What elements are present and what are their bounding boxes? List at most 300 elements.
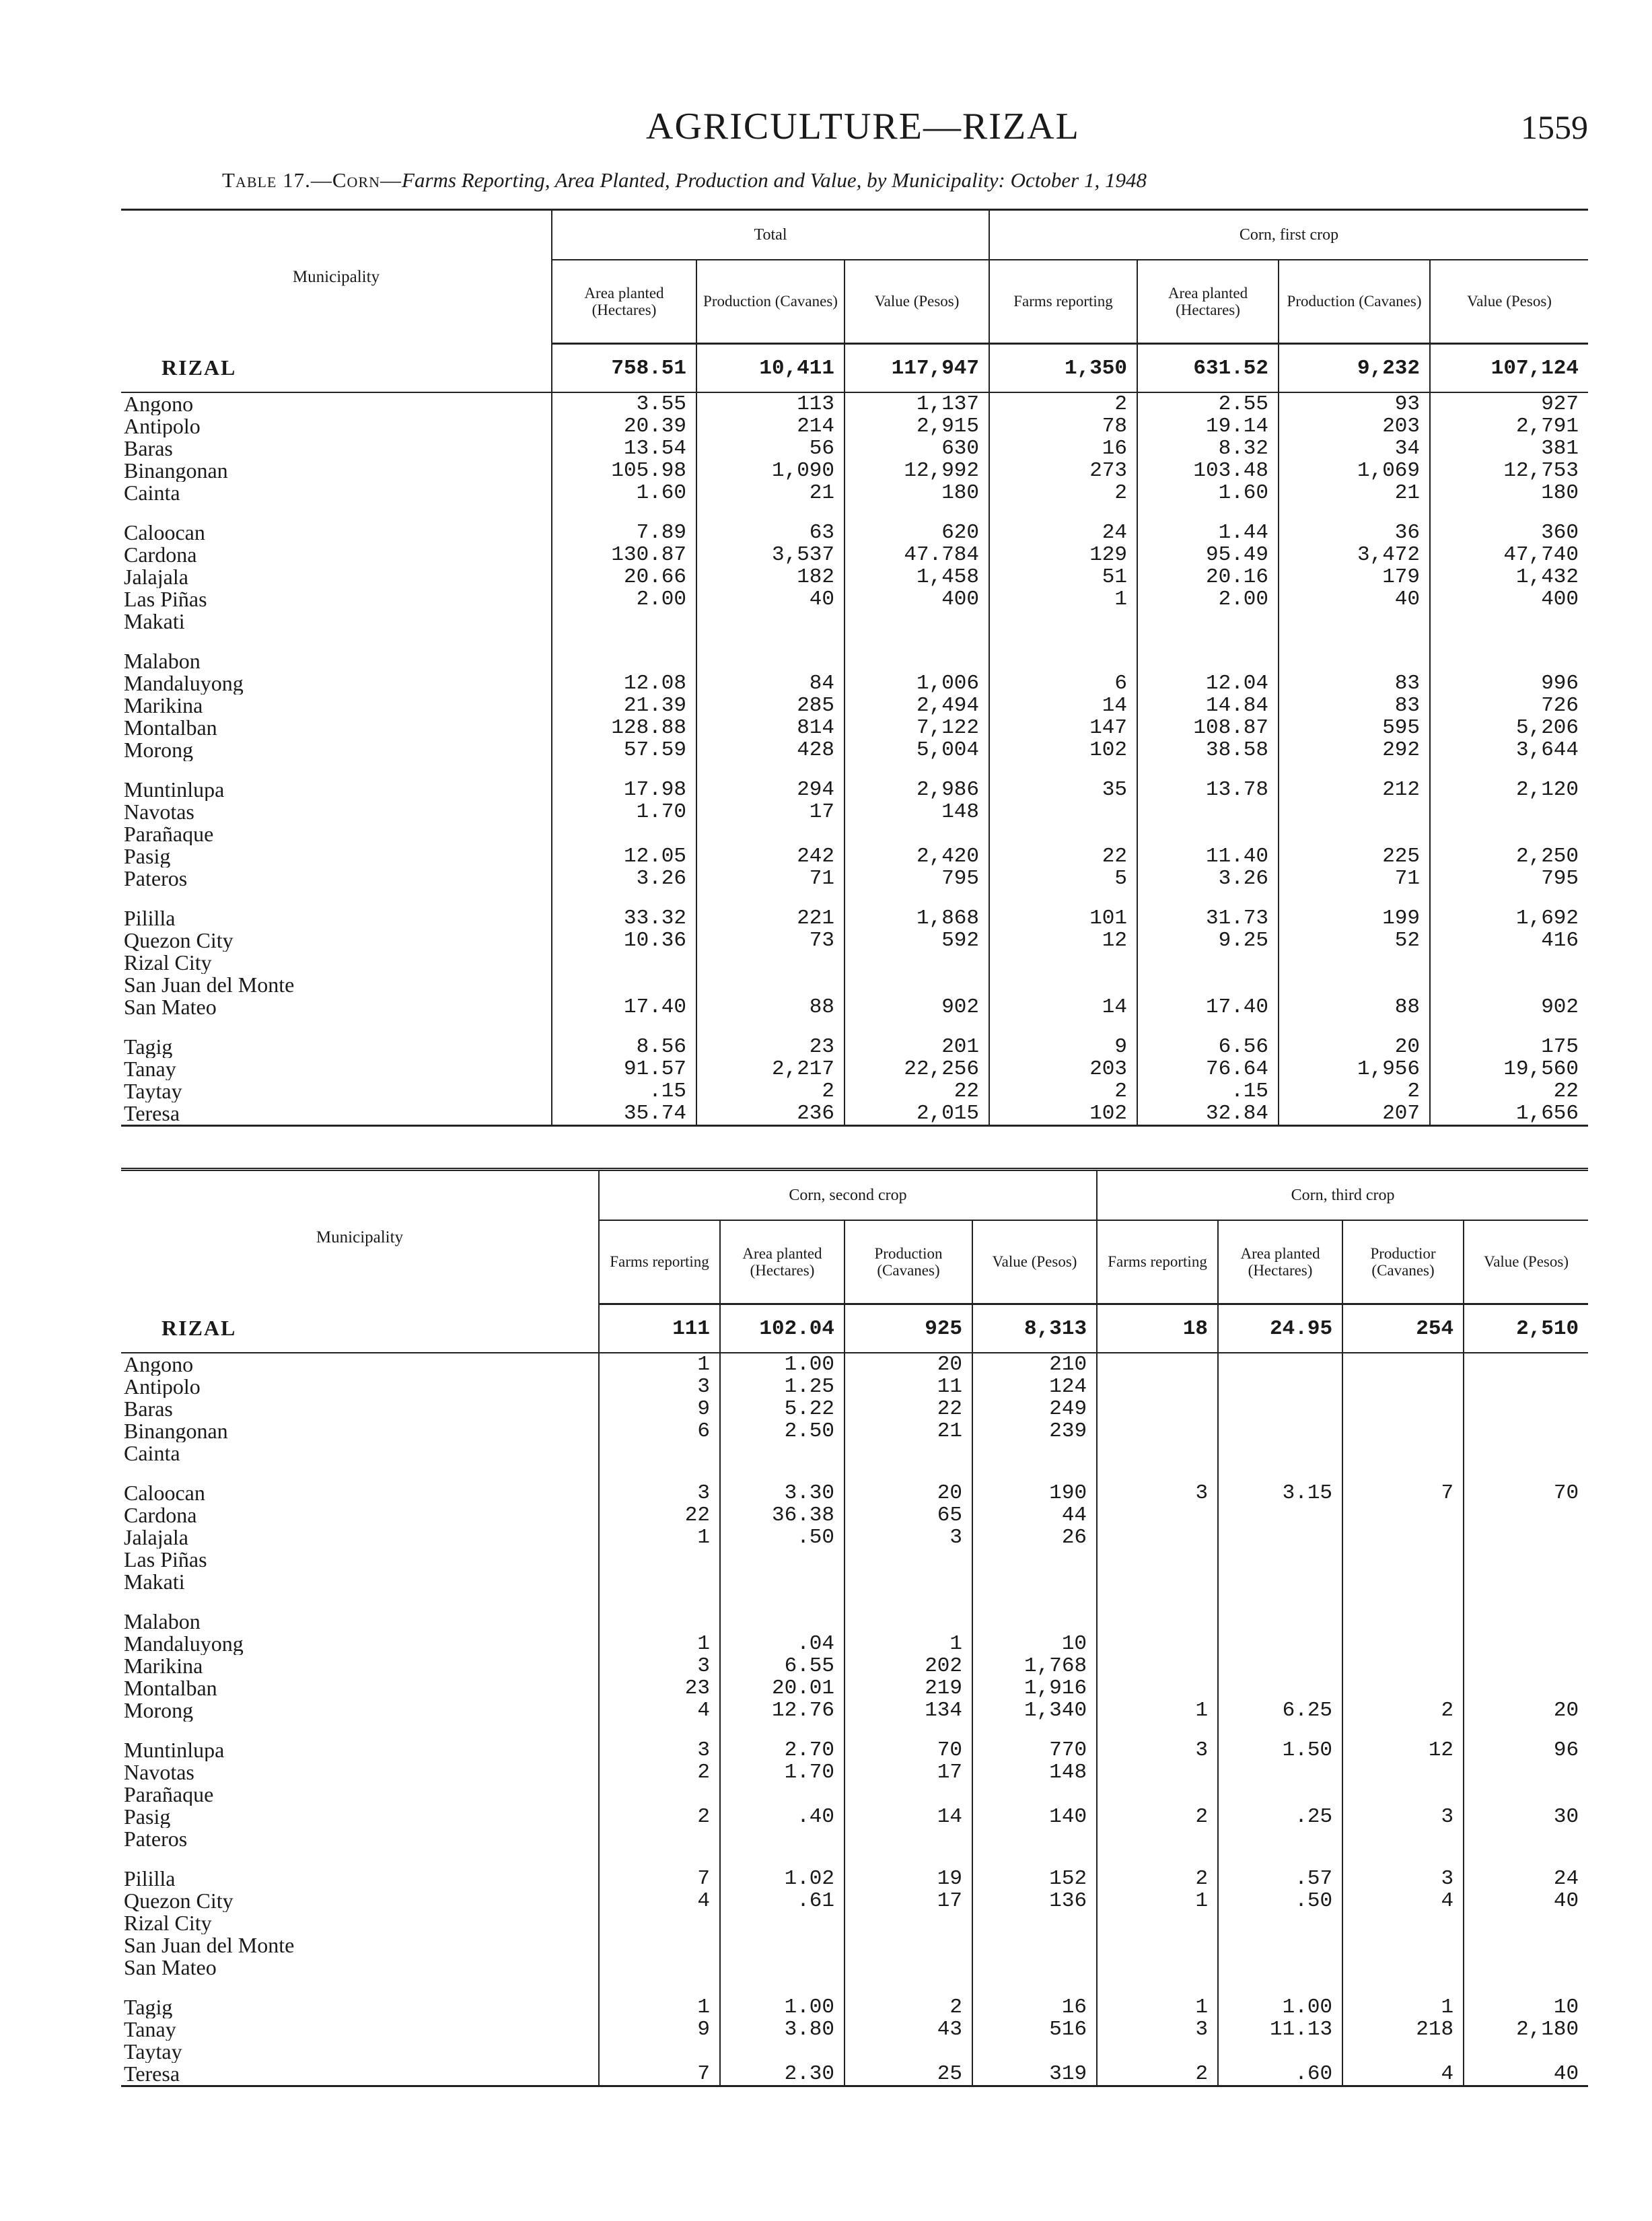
value-cell: 108.87 xyxy=(1137,717,1279,739)
value-cell: 630 xyxy=(845,437,989,460)
group-header-third-crop: Corn, third crop xyxy=(1097,1170,1588,1221)
value-cell xyxy=(1218,1526,1342,1549)
table-row xyxy=(121,952,1588,974)
table-row xyxy=(121,1868,1588,1890)
municipality-cell: Baras xyxy=(124,437,173,460)
value-cell xyxy=(1137,801,1279,823)
value-cell: 3 xyxy=(1097,2018,1218,2041)
row-group-spacer xyxy=(121,633,1588,650)
value-cell: 3.26 xyxy=(1137,868,1279,890)
value-cell xyxy=(720,2041,845,2063)
value-cell: 1 xyxy=(599,1996,720,2018)
value-cell: .25 xyxy=(1218,1806,1342,1828)
value-cell xyxy=(599,1571,720,1593)
value-cell: 76.64 xyxy=(1137,1058,1279,1080)
municipality-cell: Tanay xyxy=(124,2018,176,2041)
column-header: Production (Cavanes) xyxy=(1279,260,1430,344)
value-cell xyxy=(1218,1549,1342,1571)
value-cell: 12 xyxy=(1342,1739,1464,1761)
value-cell xyxy=(1342,2041,1464,2063)
value-cell: 21.39 xyxy=(552,695,696,717)
table-row xyxy=(121,566,1588,588)
municipality-cell: Montalban xyxy=(124,717,217,739)
value-cell: 140 xyxy=(972,1806,1097,1828)
value-cell: 113 xyxy=(696,392,845,415)
value-cell: 128.88 xyxy=(552,717,696,739)
value-cell: 12,992 xyxy=(845,460,989,482)
municipality-cell: Cardona xyxy=(124,1504,197,1526)
municipality-cell: Tagig xyxy=(124,1036,173,1058)
value-cell xyxy=(1430,952,1588,974)
value-cell: 17 xyxy=(845,1761,972,1784)
page-header xyxy=(121,101,1588,162)
value-cell: 726 xyxy=(1430,695,1588,717)
value-cell: 12.76 xyxy=(720,1699,845,1722)
value-cell: 214 xyxy=(696,415,845,437)
value-cell xyxy=(1137,952,1279,974)
value-cell: .61 xyxy=(720,1890,845,1912)
value-cell: 7 xyxy=(599,2063,720,2086)
value-cell: 47.784 xyxy=(845,544,989,566)
value-cell: 2.00 xyxy=(1137,588,1279,610)
value-cell xyxy=(720,1442,845,1465)
value-cell: 1 xyxy=(1097,1890,1218,1912)
value-cell: 770 xyxy=(972,1739,1097,1761)
value-cell: 428 xyxy=(696,739,845,761)
value-cell: 83 xyxy=(1279,672,1430,695)
value-cell: 24 xyxy=(989,522,1137,544)
value-cell xyxy=(845,823,989,845)
table-row xyxy=(121,1677,1588,1699)
value-cell: 22 xyxy=(845,1080,989,1102)
value-cell xyxy=(1342,1526,1464,1549)
value-cell xyxy=(1218,1912,1342,1934)
value-cell xyxy=(1464,1442,1588,1465)
value-cell: 152 xyxy=(972,1868,1097,1890)
value-cell: 902 xyxy=(1430,996,1588,1018)
value-cell xyxy=(1279,801,1430,823)
value-cell: 20 xyxy=(845,1482,972,1504)
value-cell: 107,124 xyxy=(1430,344,1588,393)
value-cell: 2,250 xyxy=(1430,845,1588,868)
value-cell: 319 xyxy=(972,2063,1097,2086)
value-cell: 175 xyxy=(1430,1036,1588,1058)
value-cell: 12 xyxy=(989,929,1137,952)
table-row xyxy=(121,1036,1588,1058)
value-cell: 795 xyxy=(845,868,989,890)
value-cell: 1.00 xyxy=(720,1353,845,1376)
value-cell: 3 xyxy=(1342,1868,1464,1890)
value-cell: 1 xyxy=(989,588,1137,610)
value-cell: 595 xyxy=(1279,717,1430,739)
value-cell: 210 xyxy=(972,1353,1097,1376)
value-cell: 2,120 xyxy=(1430,779,1588,801)
value-cell: 6.56 xyxy=(1137,1036,1279,1058)
value-cell: 1,768 xyxy=(972,1655,1097,1677)
value-cell xyxy=(599,2041,720,2063)
row-group-spacer xyxy=(121,1465,1588,1482)
value-cell: 12.05 xyxy=(552,845,696,868)
municipality-cell: Quezon City xyxy=(124,929,234,952)
value-cell: 88 xyxy=(696,996,845,1018)
value-cell xyxy=(1464,1784,1588,1806)
value-cell: 996 xyxy=(1430,672,1588,695)
table-row xyxy=(121,868,1588,890)
caption-label: Table 17.—Corn— xyxy=(222,168,402,192)
municipality-cell: Parañaque xyxy=(124,823,214,845)
table-row xyxy=(121,460,1588,482)
value-cell: 88 xyxy=(1279,996,1430,1018)
value-cell: 2,915 xyxy=(845,415,989,437)
value-cell: 2 xyxy=(989,392,1137,415)
value-cell: 24 xyxy=(1464,1868,1588,1890)
value-cell: 219 xyxy=(845,1677,972,1699)
value-cell xyxy=(1342,1655,1464,1677)
value-cell xyxy=(1218,1956,1342,1979)
value-cell: 3 xyxy=(599,1655,720,1677)
value-cell xyxy=(720,1549,845,1571)
value-cell: 1 xyxy=(1097,1699,1218,1722)
column-header: Production (Cavanes) xyxy=(845,1220,972,1304)
value-cell: 13.78 xyxy=(1137,779,1279,801)
table-row xyxy=(121,1934,1588,1956)
value-cell xyxy=(972,1956,1097,1979)
value-cell xyxy=(599,1611,720,1633)
value-cell xyxy=(1430,650,1588,672)
value-cell: 2,986 xyxy=(845,779,989,801)
value-cell: 134 xyxy=(845,1699,972,1722)
value-cell: 516 xyxy=(972,2018,1097,2041)
value-cell xyxy=(1342,1912,1464,1934)
value-cell: 14.84 xyxy=(1137,695,1279,717)
value-cell: 24.95 xyxy=(1218,1304,1342,1353)
municipality-cell: Makati xyxy=(124,610,185,633)
value-cell: 202 xyxy=(845,1655,972,1677)
value-cell: 2 xyxy=(1097,1868,1218,1890)
value-cell xyxy=(552,650,696,672)
table-row xyxy=(121,845,1588,868)
value-cell: 2 xyxy=(1279,1080,1430,1102)
value-cell xyxy=(1464,1934,1588,1956)
value-cell: 17.40 xyxy=(552,996,696,1018)
table-row xyxy=(121,1828,1588,1850)
value-cell xyxy=(720,1934,845,1956)
value-cell: 1,956 xyxy=(1279,1058,1430,1080)
table-row xyxy=(121,522,1588,544)
value-cell: 57.59 xyxy=(552,739,696,761)
value-cell: 17 xyxy=(696,801,845,823)
value-cell: 2,510 xyxy=(1464,1304,1588,1353)
row-group-spacer xyxy=(121,1722,1588,1739)
value-cell xyxy=(1342,1549,1464,1571)
value-cell: 65 xyxy=(845,1504,972,1526)
municipality-cell: Pililla xyxy=(124,1868,176,1890)
table-row xyxy=(121,1784,1588,1806)
value-cell xyxy=(1430,974,1588,996)
municipality-cell: Makati xyxy=(124,1571,185,1593)
value-cell xyxy=(845,1611,972,1633)
municipality-cell: Muntinlupa xyxy=(124,1739,225,1761)
value-cell xyxy=(1430,610,1588,633)
value-cell: 1 xyxy=(599,1353,720,1376)
value-cell: 14 xyxy=(845,1806,972,1828)
municipality-cell: San Mateo xyxy=(124,1956,217,1979)
value-cell: 147 xyxy=(989,717,1137,739)
value-cell: 3 xyxy=(845,1526,972,1549)
value-cell: 5.22 xyxy=(720,1398,845,1420)
value-cell: 242 xyxy=(696,845,845,868)
value-cell xyxy=(989,650,1137,672)
municipality-cell: Cainta xyxy=(124,482,180,504)
value-cell xyxy=(720,1956,845,1979)
value-cell xyxy=(1097,1761,1218,1784)
municipality-cell: Parañaque xyxy=(124,1784,214,1806)
value-cell xyxy=(1342,1376,1464,1398)
value-cell: 249 xyxy=(972,1398,1097,1420)
page-title: AGRICULTURE—RIZAL xyxy=(646,106,1080,147)
value-cell: .50 xyxy=(1218,1890,1342,1912)
value-cell: 902 xyxy=(845,996,989,1018)
value-cell xyxy=(1218,1934,1342,1956)
value-cell xyxy=(1097,1828,1218,1850)
value-cell: 1,868 xyxy=(845,907,989,929)
value-cell xyxy=(720,1828,845,1850)
value-cell: 5,004 xyxy=(845,739,989,761)
value-cell: 117,947 xyxy=(845,344,989,393)
column-header: Value (Pesos) xyxy=(972,1220,1097,1304)
value-cell: 631.52 xyxy=(1137,344,1279,393)
value-cell: 199 xyxy=(1279,907,1430,929)
value-cell: 4 xyxy=(1342,2063,1464,2086)
value-cell xyxy=(1097,1504,1218,1526)
value-cell: 40 xyxy=(696,588,845,610)
value-cell: 381 xyxy=(1430,437,1588,460)
value-cell xyxy=(972,1571,1097,1593)
value-cell: 102 xyxy=(989,739,1137,761)
value-cell: 11.40 xyxy=(1137,845,1279,868)
value-cell: 18 xyxy=(1097,1304,1218,1353)
table-row xyxy=(121,1353,1588,1376)
value-cell xyxy=(972,1549,1097,1571)
value-cell xyxy=(845,952,989,974)
value-cell xyxy=(552,823,696,845)
value-cell: 758.51 xyxy=(552,344,696,393)
value-cell: 925 xyxy=(845,1304,972,1353)
municipality-cell: Morong xyxy=(124,1699,194,1722)
municipality-cell: Teresa xyxy=(124,2063,180,2086)
value-cell: 101 xyxy=(989,907,1137,929)
value-cell xyxy=(1097,1784,1218,1806)
value-cell: 129 xyxy=(989,544,1137,566)
municipality-cell: Las Piñas xyxy=(124,1549,207,1571)
value-cell: 1.60 xyxy=(552,482,696,504)
table-row xyxy=(121,907,1588,929)
municipality-cell: Antipolo xyxy=(124,1376,201,1398)
table-second-third-crop xyxy=(121,1168,1588,2087)
value-cell: 23 xyxy=(599,1677,720,1699)
value-cell xyxy=(1430,823,1588,845)
value-cell xyxy=(1342,1611,1464,1633)
value-cell: 5 xyxy=(989,868,1137,890)
municipality-cell: Jalajala xyxy=(124,566,188,588)
value-cell: 1.50 xyxy=(1218,1739,1342,1761)
municipality-cell: Pasig xyxy=(124,845,171,868)
value-cell xyxy=(599,1549,720,1571)
value-cell xyxy=(845,1442,972,1465)
value-cell xyxy=(1342,1784,1464,1806)
value-cell xyxy=(1097,1353,1218,1376)
value-cell xyxy=(1464,1376,1588,1398)
value-cell: 239 xyxy=(972,1420,1097,1442)
value-cell xyxy=(1464,1761,1588,1784)
value-cell: 5,206 xyxy=(1430,717,1588,739)
value-cell: 40 xyxy=(1464,1890,1588,1912)
value-cell xyxy=(1464,1828,1588,1850)
municipality-cell: San Mateo xyxy=(124,996,217,1018)
value-cell: 78 xyxy=(989,415,1137,437)
value-cell: 43 xyxy=(845,2018,972,2041)
value-cell: 3 xyxy=(599,1739,720,1761)
municipality-cell: Marikina xyxy=(124,695,203,717)
value-cell xyxy=(720,1571,845,1593)
municipality-cell: Mandaluyong xyxy=(124,1633,244,1655)
value-cell xyxy=(696,650,845,672)
table-row xyxy=(121,974,1588,996)
value-cell xyxy=(1097,1398,1218,1420)
table-row xyxy=(121,650,1588,672)
group-header-total: Total xyxy=(552,210,989,260)
value-cell xyxy=(1097,1956,1218,1979)
column-header: Farms reporting xyxy=(599,1220,720,1304)
column-header: Area planted (Hectares) xyxy=(1137,260,1279,344)
value-cell: 3.80 xyxy=(720,2018,845,2041)
value-cell: 2 xyxy=(989,482,1137,504)
value-cell: 148 xyxy=(972,1761,1097,1784)
table-row xyxy=(121,392,1588,415)
municipality-cell: Malabon xyxy=(124,1611,201,1633)
value-cell: 2 xyxy=(1097,1806,1218,1828)
value-cell: 20.66 xyxy=(552,566,696,588)
municipality-cell: Taytay xyxy=(124,2041,182,2063)
value-cell xyxy=(599,1442,720,1465)
value-cell: 207 xyxy=(1279,1102,1430,1126)
value-cell xyxy=(1218,1828,1342,1850)
value-cell: 63 xyxy=(696,522,845,544)
value-cell xyxy=(845,650,989,672)
value-cell: 19.14 xyxy=(1137,415,1279,437)
row-group-spacer xyxy=(121,1018,1588,1036)
value-cell: 1.25 xyxy=(720,1376,845,1398)
value-cell xyxy=(1218,1677,1342,1699)
value-cell: 400 xyxy=(1430,588,1588,610)
value-cell: 190 xyxy=(972,1482,1097,1504)
table-first-crop xyxy=(121,209,1588,1127)
value-cell: 292 xyxy=(1279,739,1430,761)
value-cell: 1.70 xyxy=(720,1761,845,1784)
value-cell: 26 xyxy=(972,1526,1097,1549)
value-cell: 103.48 xyxy=(1137,460,1279,482)
value-cell: 1.70 xyxy=(552,801,696,823)
column-header: Production (Cavanes) xyxy=(696,260,845,344)
value-cell xyxy=(1464,1526,1588,1549)
table-row xyxy=(121,1699,1588,1722)
table-row xyxy=(121,823,1588,845)
value-cell: 3 xyxy=(599,1482,720,1504)
value-cell: 22 xyxy=(1430,1080,1588,1102)
value-cell xyxy=(845,1571,972,1593)
value-cell: 2.70 xyxy=(720,1739,845,1761)
value-cell: 3.15 xyxy=(1218,1482,1342,1504)
value-cell: 8,313 xyxy=(972,1304,1097,1353)
value-cell xyxy=(989,801,1137,823)
value-cell: 30 xyxy=(1464,1806,1588,1828)
value-cell: 21 xyxy=(696,482,845,504)
table-row xyxy=(121,1890,1588,1912)
table-row xyxy=(121,695,1588,717)
value-cell: 11.13 xyxy=(1218,2018,1342,2041)
value-cell: 148 xyxy=(845,801,989,823)
value-cell xyxy=(972,1828,1097,1850)
value-cell: 180 xyxy=(845,482,989,504)
value-cell xyxy=(1218,1353,1342,1376)
value-cell: 1,432 xyxy=(1430,566,1588,588)
column-header: Area planted (Hectares) xyxy=(720,1220,845,1304)
total-row xyxy=(121,1304,1588,1353)
value-cell: 136 xyxy=(972,1890,1097,1912)
value-cell xyxy=(1279,823,1430,845)
value-cell: 16 xyxy=(972,1996,1097,2018)
value-cell: 19 xyxy=(845,1868,972,1890)
value-cell: 1 xyxy=(1097,1996,1218,2018)
value-cell: 84 xyxy=(696,672,845,695)
table-row xyxy=(121,2063,1588,2086)
value-cell xyxy=(972,1912,1097,1934)
row-group-spacer xyxy=(121,761,1588,779)
value-cell: 3 xyxy=(1097,1739,1218,1761)
table-row xyxy=(121,2018,1588,2041)
value-cell: 2.00 xyxy=(552,588,696,610)
value-cell: 33.32 xyxy=(552,907,696,929)
value-cell: 1,692 xyxy=(1430,907,1588,929)
value-cell xyxy=(1464,2041,1588,2063)
value-cell xyxy=(1279,974,1430,996)
value-cell xyxy=(1464,1398,1588,1420)
value-cell: 416 xyxy=(1430,929,1588,952)
municipality-cell: Binangonan xyxy=(124,460,228,482)
value-cell: 70 xyxy=(845,1739,972,1761)
value-cell: 96 xyxy=(1464,1739,1588,1761)
value-cell: 47,740 xyxy=(1430,544,1588,566)
value-cell: 203 xyxy=(1279,415,1430,437)
value-cell: 34 xyxy=(1279,437,1430,460)
table-row xyxy=(121,1080,1588,1102)
value-cell: 2,015 xyxy=(845,1102,989,1126)
municipality-cell: Jalajala xyxy=(124,1526,188,1549)
municipality-cell: Tagig xyxy=(124,1996,173,2018)
value-cell xyxy=(1342,1420,1464,1442)
value-cell: 1.60 xyxy=(1137,482,1279,504)
value-cell: 31.73 xyxy=(1137,907,1279,929)
value-cell: 1,656 xyxy=(1430,1102,1588,1126)
value-cell xyxy=(1342,1442,1464,1465)
value-cell: 3 xyxy=(1097,1482,1218,1504)
table-row xyxy=(121,1058,1588,1080)
value-cell xyxy=(1464,1353,1588,1376)
value-cell: 35 xyxy=(989,779,1137,801)
value-cell xyxy=(1279,650,1430,672)
column-header: Value (Pesos) xyxy=(1464,1220,1588,1304)
value-cell: 2 xyxy=(989,1080,1137,1102)
